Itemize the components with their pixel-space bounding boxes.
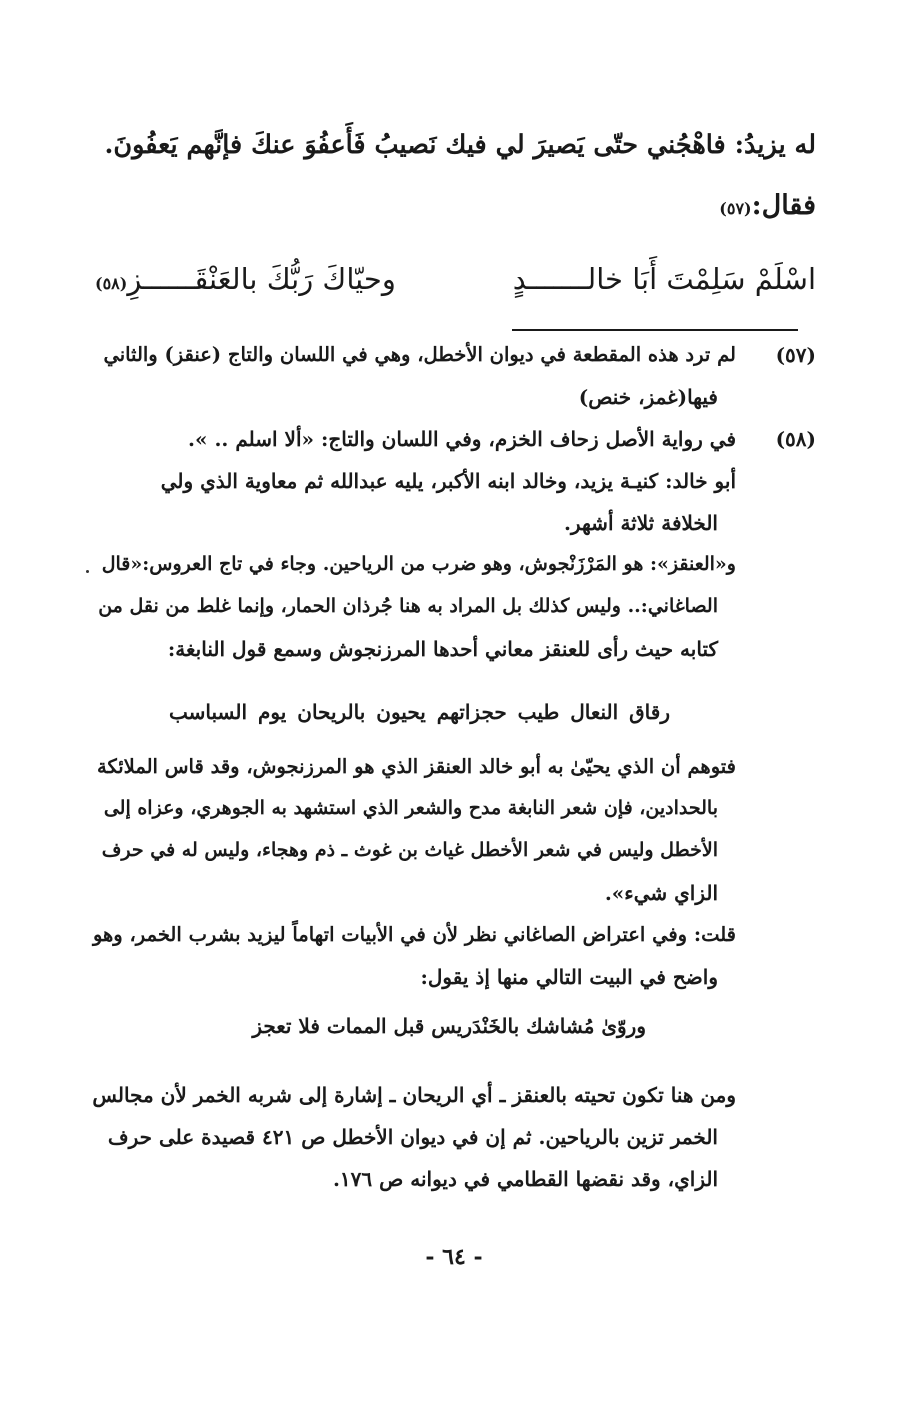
footnote-57-line-2: فيها(غمز، خنص) <box>578 385 718 409</box>
footnote-57-number: (٥٧) <box>775 343 816 367</box>
quoted-poem-line-2: وروّىٰ مُشاشك بالخَنْدَريس قبل الممات فلا تعجز <box>252 1014 646 1038</box>
footnote-58-line-13: ومن هنا تكون تحيته بالعنقز ـ أي الريحان ـ إشارة إلى شربه الخمر لأن مجالس <box>92 1083 736 1107</box>
footnote-58-line-5: الصاغاني:.. وليس كذلك بل المراد به هنا جُرذان الحمار، وإنما غلط من نقل من <box>98 595 718 617</box>
footnote-separator <box>512 329 798 331</box>
footnote-57-line-1: لم ترد هذه المقطعة في ديوان الأخطل، وهي في اللسان والتاج (عنقز) والثاني <box>103 343 736 366</box>
verse-line <box>95 262 816 306</box>
main-text-line-1: له يزيدُ: فاهْجُني حتّى يَصيرَ لي فيك نَصيبُ فَأَعفُوَ عنكَ فإنَّهم يَعفُونَ. <box>104 130 816 160</box>
footnote-58-line-10: الزاي شيء». <box>604 881 718 905</box>
quoted-poem-line: رقاق النعال طيب حجزاتهم يحيون بالريحان يوم السباسب <box>169 700 670 724</box>
verse-second-hemistich: وحيّاكَ رَبُّكَ بالعَنْقَــــــزِ <box>127 262 396 296</box>
footnote-58-line-2: أبو خالد: كنيـة يزيد، وخالد ابنه الأكبر، يليه عبدالله ثم معاوية الذي ولي <box>160 469 736 493</box>
footnote-58-line-3: الخلافة ثلاثة أشهر. <box>563 511 718 535</box>
footnote-58-line-8: بالحدادين، فإن شعر النابغة مدح والشعر الذي استشهد به الجوهري، وعزاه إلى <box>103 797 718 819</box>
footnote-58-line-9: الأخطل وليس في شعر الأخطل غياث بن غوث ـ ذم وهجاء، وليس له في حرف <box>101 839 718 861</box>
footnote-58-line-12: واضح في البيت التالي منها إذ يقول: <box>420 965 718 989</box>
main-text-said: فقال: <box>751 190 816 221</box>
footnote-58-line-11: قلت: وفي اعتراض الصاغاني نظر لأن في الأبيات اتهاماً ليزيد بشرب الخمر، وهو <box>92 923 736 946</box>
verse-first-hemistich: اسْلَمْ سَلِمْتَ أَبَا خالـــــــدٍ <box>512 262 816 296</box>
footnote-ref-57: (٥٧) <box>719 199 752 218</box>
ink-speck <box>86 570 89 573</box>
main-text-line-2 <box>719 190 816 221</box>
footnote-58-line-15: الزاي، وقد نقضها القطامي في ديوانه ص ١٧٦. <box>332 1167 718 1191</box>
footnote-58-line-1: في رواية الأصل زحاف الخزم، وفي اللسان والتاج: «ألا اسلم .. ». <box>188 427 736 451</box>
page-number: - ٦٤ - <box>425 1244 483 1270</box>
footnote-58-number: (٥٨) <box>775 427 816 451</box>
footnote-58-line-4: و«العنقز»: هو المَرْزَنْجوش، وهو ضرب من الرياحين. وجاء في تاج العروس:«قال <box>101 553 736 575</box>
footnote-ref-58: (٥٨) <box>95 274 128 293</box>
footnote-58-line-14: الخمر تزين بالرياحين. ثم إن في ديوان الأخطل ص ٤٢١ قصيدة على حرف <box>107 1125 718 1149</box>
verse-second-hemistich-wrap <box>95 262 396 296</box>
footnote-58-line-6: كتابه حيث رأى للعنقز معاني أحدها المرزنجوش وسمع قول النابغة: <box>167 637 718 661</box>
footnote-58-line-7: فتوهم أن الذي يحيّىٰ به أبو خالد العنقز الذي هو المرزنجوش، وقد قاس الملائكة <box>97 755 736 778</box>
